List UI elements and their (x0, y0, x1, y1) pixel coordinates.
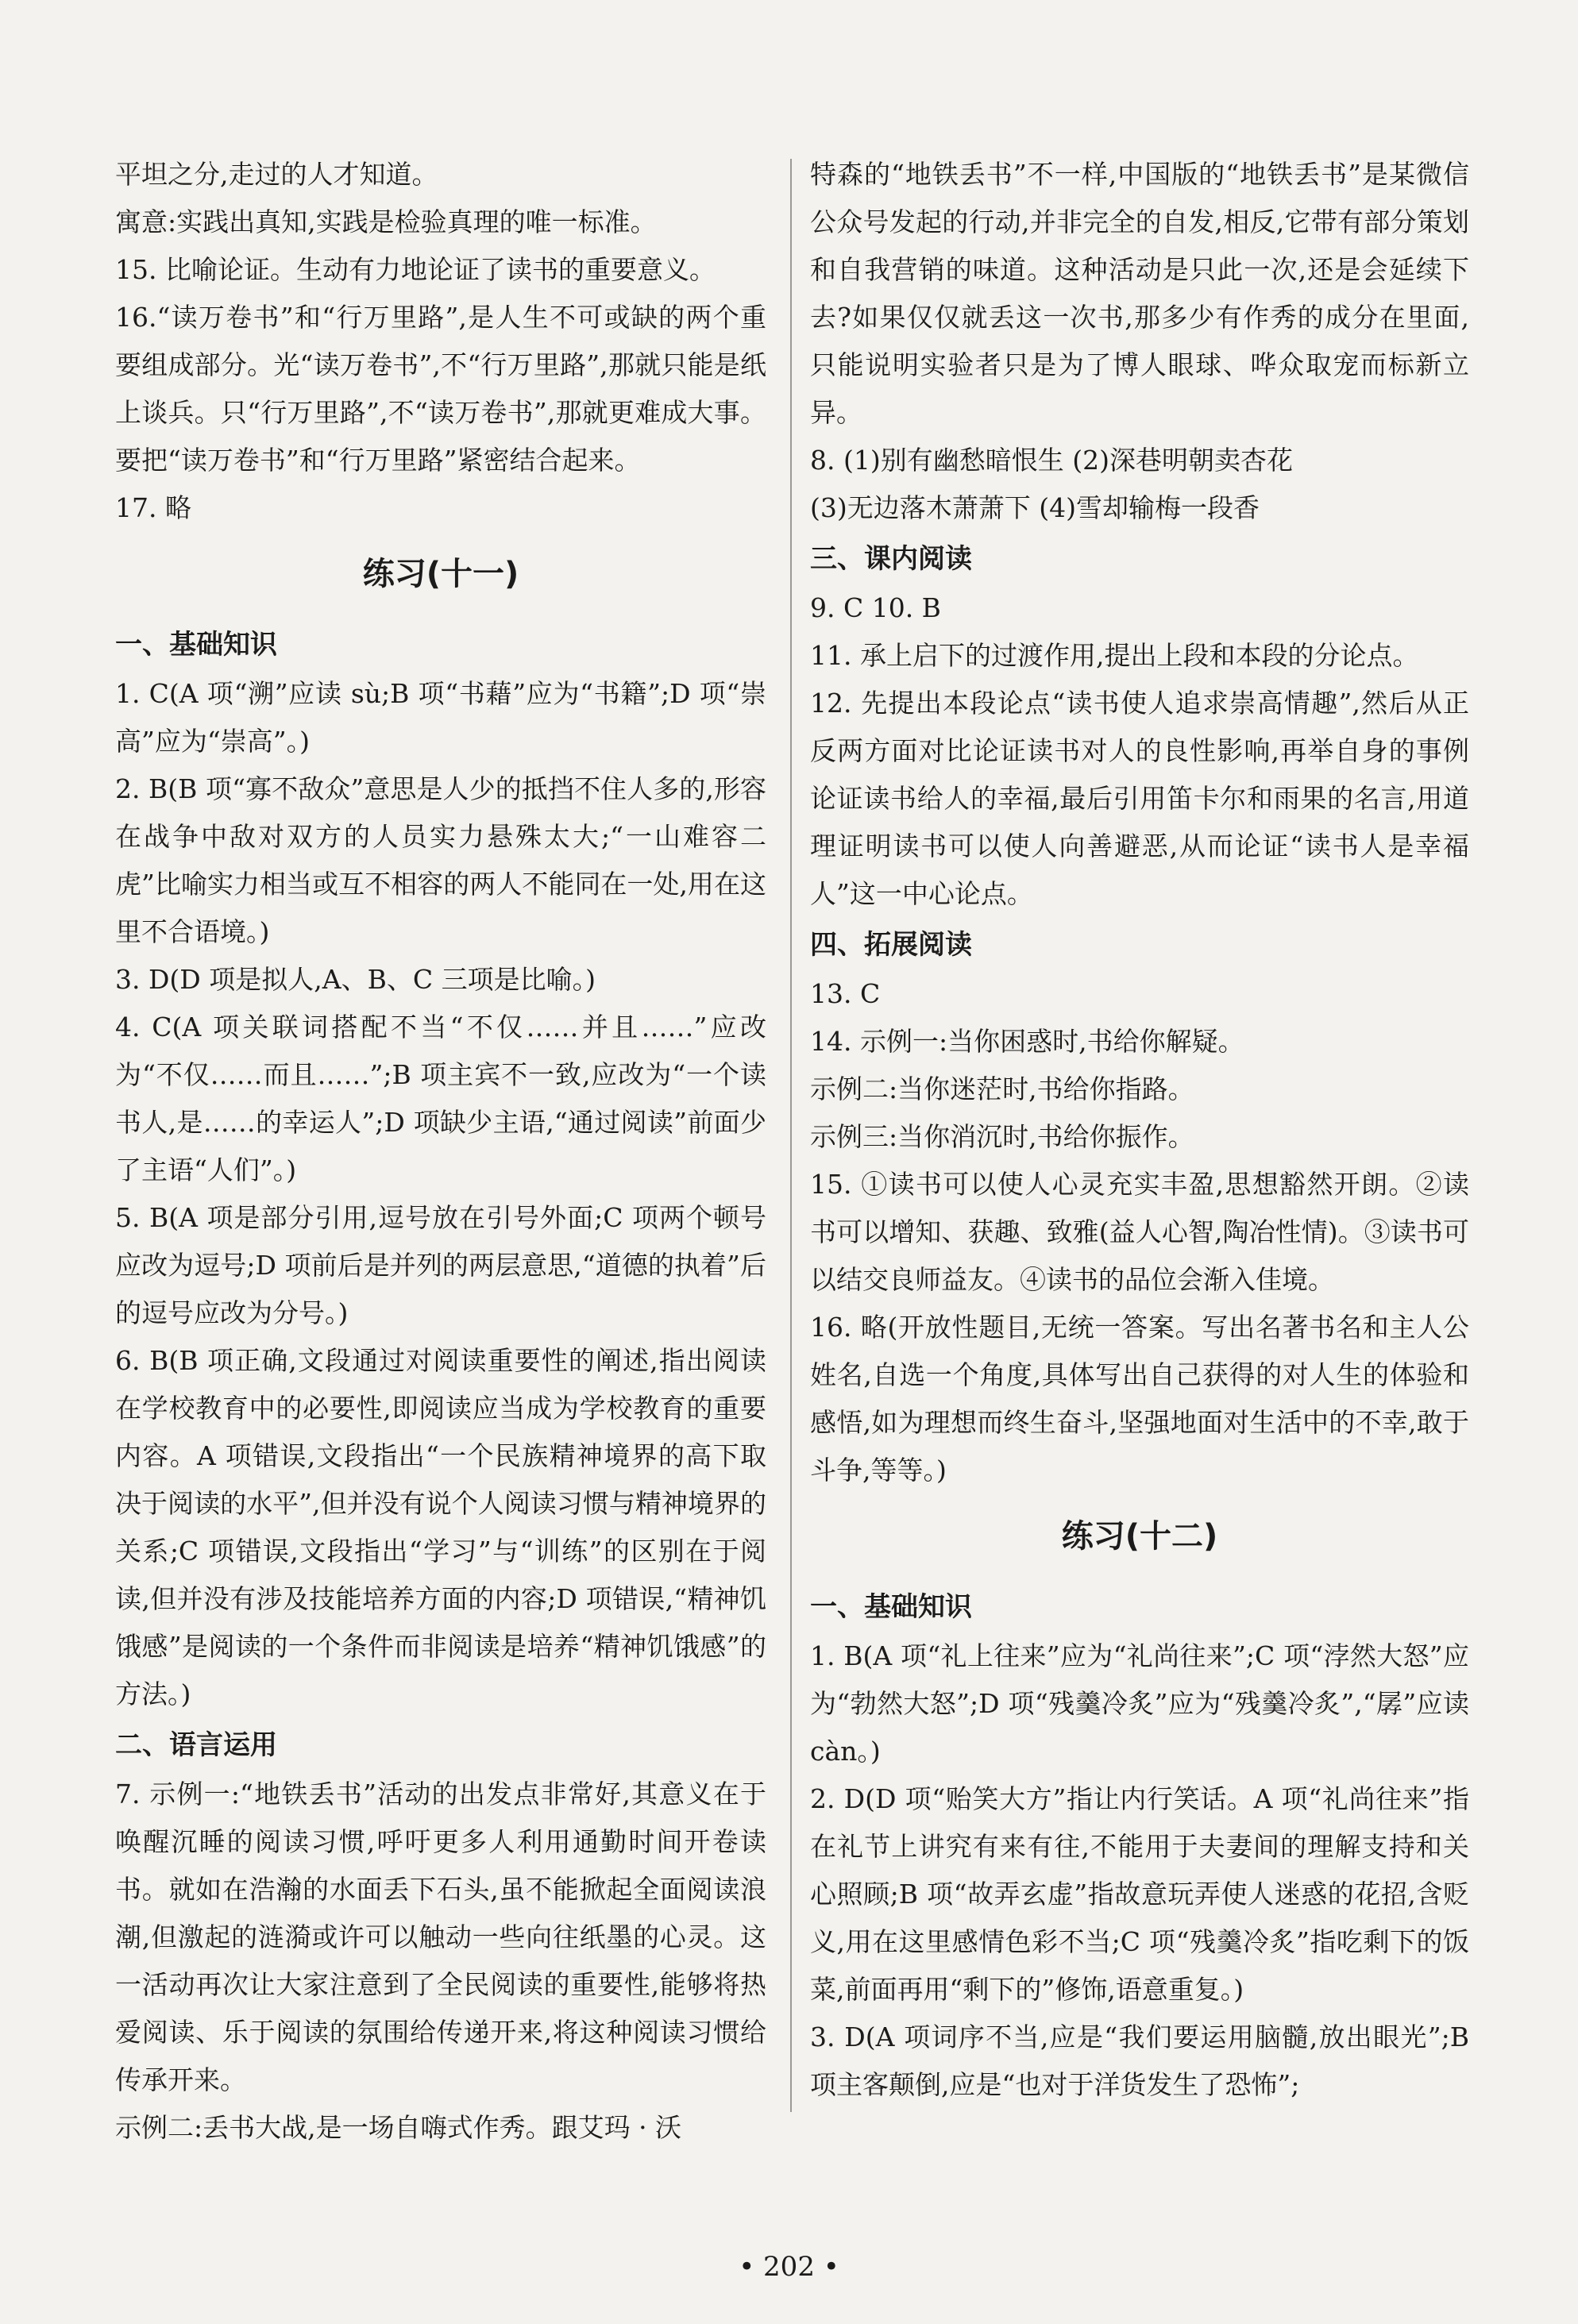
answer-3: 3. D(A 项词序不当,应是“我们要运用脑髓,放出眼光”;B 项主客颠倒,应是“也对于洋货发生了恐怖”; (810, 2021, 1469, 2100)
answer-15: 15. 比喻论证。生动有力地论证了读书的重要意义。 (115, 254, 716, 285)
answer-4: 4. C(A 项关联词搭配不当“不仅……并且……”应改为“不仅……而且……”;B 项主宾不一致,应改为“一个读书人,是……的幸运人”;D 项缺少主语,“通过阅读”前面少了主语“人们”。) (115, 1012, 766, 1185)
section-heading: 一、基础知识 (810, 1591, 972, 1623)
paragraph: 特森的“地铁丢书”不一样,中国版的“地铁丢书”是某微信公众号发起的行动,并非完全的自发,相反,它带有部分策划和自我营销的味道。这种活动是只此一次,还是会延续下去?如果仅仅就丢这一次书,那多少有作秀的成分在里面,只能说明实验者只是为了博人眼球、哗众取宠而标新立异。 (810, 159, 1469, 428)
paragraph: 寓意:实践出真知,实践是检验真理的唯一标准。 (115, 206, 657, 237)
answer-17: 17. 略 (115, 492, 191, 523)
answer-3: 3. D(D 项是拟人,A、B、C 三项是比喻。) (115, 964, 596, 995)
exercise-title-12: 练习(十二) (1061, 1518, 1218, 1555)
answer-7-example-2: 示例二:丢书大战,是一场自嗨式作秀。跟艾玛 · 沃 (115, 2112, 682, 2143)
right-column (810, 151, 1469, 2109)
answer-14: 14. 示例一:当你困惑时,书给你解疑。 (810, 1026, 1244, 1057)
answer-13: 13. C (810, 978, 881, 1009)
answer-15: 15. ①读书可以使人心灵充实丰盈,思想豁然开朗。②读书可以增知、获趣、致雅(益人心智,陶冶性情)。③读书可以结交良师益友。④读书的品位会渐入佳境。 (810, 1169, 1469, 1295)
section-heading: 四、拓展阅读 (810, 929, 972, 961)
answer-14-example-2: 示例二:当你迷茫时,书给你指路。 (810, 1073, 1194, 1104)
answer-8-cont: (3)无边落木萧萧下 (4)雪却输梅一段香 (810, 492, 1260, 523)
answer-1: 1. B(A 项“礼上往来”应为“礼尚往来”;C 项“浡然大怒”应为“勃然大怒”;D 项“残羹冷炙”应为“残羹冷炙”,“孱”应读 càn。) (810, 1640, 1469, 1767)
answer-16: 16.“读万卷书”和“行万里路”,是人生不可或缺的两个重要组成部分。光“读万卷书”,不“行万里路”,那就只能是纸上谈兵。只“行万里路”,不“读万卷书”,那就更难成大事。要把“读万卷书”和“行万里路”紧密结合起来。 (115, 302, 766, 476)
answer-14-example-3: 示例三:当你消沉时,书给你振作。 (810, 1121, 1194, 1152)
exercise-title-11: 练习(十一) (362, 556, 519, 592)
answer-7: 7. 示例一:“地铁丢书”活动的出发点非常好,其意义在于唤醒沉睡的阅读习惯,呼吁更多人利用通勤时间开卷读书。就如在浩瀚的水面丢下石头,虽不能掀起全面阅读浪潮,但激起的涟漪或许可以触动一些向往纸墨的心灵。这一活动再次让大家注意到了全民阅读的重要性,能够将热爱阅读、乐于阅读的氛围给传递开来,将这种阅读习惯给传承开来。 (115, 1779, 766, 2095)
answer-2: 2. B(B 项“寡不敌众”意思是人少的抵挡不住人多的,形容在战争中敌对双方的人员实力悬殊太大;“一山难容二虎”比喻实力相当或互不相容的两人不能同在一处,用在这里不合语境。) (115, 773, 766, 947)
answer-8: 8. (1)别有幽愁暗恨生 (2)深巷明朝卖杏花 (810, 445, 1293, 476)
answer-11: 11. 承上启下的过渡作用,提出上段和本段的分论点。 (810, 640, 1419, 671)
answer-5: 5. B(A 项是部分引用,逗号放在引号外面;C 项两个顿号应改为逗号;D 项前后是并列的两层意思,“道德的执着”后的逗号应改为分号。) (115, 1202, 766, 1328)
section-heading: 二、语言运用 (115, 1729, 277, 1761)
section-heading: 一、基础知识 (115, 629, 277, 661)
answer-1: 1. C(A 项“溯”应读 sù;B 项“书藉”应为“书籍”;D 项“崇高”应为“崇高”。) (115, 678, 766, 757)
answer-9-10: 9. C 10. B (810, 592, 941, 623)
answer-12: 12. 先提出本段论点“读书使人追求崇高情趣”,然后从正反两方面对比论证读书对人的良性影响,再举自身的事例论证读书给人的幸福,最后引用笛卡尔和雨果的名言,用道理证明读书可以使人向善避恶,从而论证“读书人是幸福人”这一中心论点。 (810, 688, 1469, 909)
left-column (115, 151, 766, 2152)
paragraph: 平坦之分,走过的人才知道。 (115, 159, 438, 190)
answer-2: 2. D(D 项“贻笑大方”指让内行笑话。A 项“礼尚往来”指在礼节上讲究有来有往,不能用于夫妻间的理解支持和关心照顾;B 项“故弄玄虚”指故意玩弄使人迷惑的花招,含贬义,用在这里感情色彩不当;C 项“残羹冷炙”指吃剩下的饭菜,前面再用“剩下的”修饰,语意重复。) (810, 1783, 1469, 2005)
answer-6: 6. B(B 项正确,文段通过对阅读重要性的阐述,指出阅读在学校教育中的必要性,即阅读应当成为学校教育的重要内容。A 项错误,文段指出“一个民族精神境界的高下取决于阅读的水平”,但并没有说个人阅读习惯与精神境界的关系;C 项错误,文段指出“学习”与“训练”的区别在于阅读,但并没有涉及技能培养方面的内容;D 项错误,“精神饥饿感”是阅读的一个条件而非阅读是培养“精神饥饿感”的方法。) (115, 1345, 766, 1709)
section-heading: 三、课内阅读 (810, 543, 972, 575)
page-number: • 202 • (739, 2251, 839, 2283)
answer-16: 16. 略(开放性题目,无统一答案。写出名著书名和主人公姓名,自选一个角度,具体写出自己获得的对人生的体验和感悟,如为理想而终生奋斗,坚强地面对生活中的不幸,敢于斗争,等等。) (810, 1312, 1469, 1486)
column-divider (790, 159, 792, 2112)
